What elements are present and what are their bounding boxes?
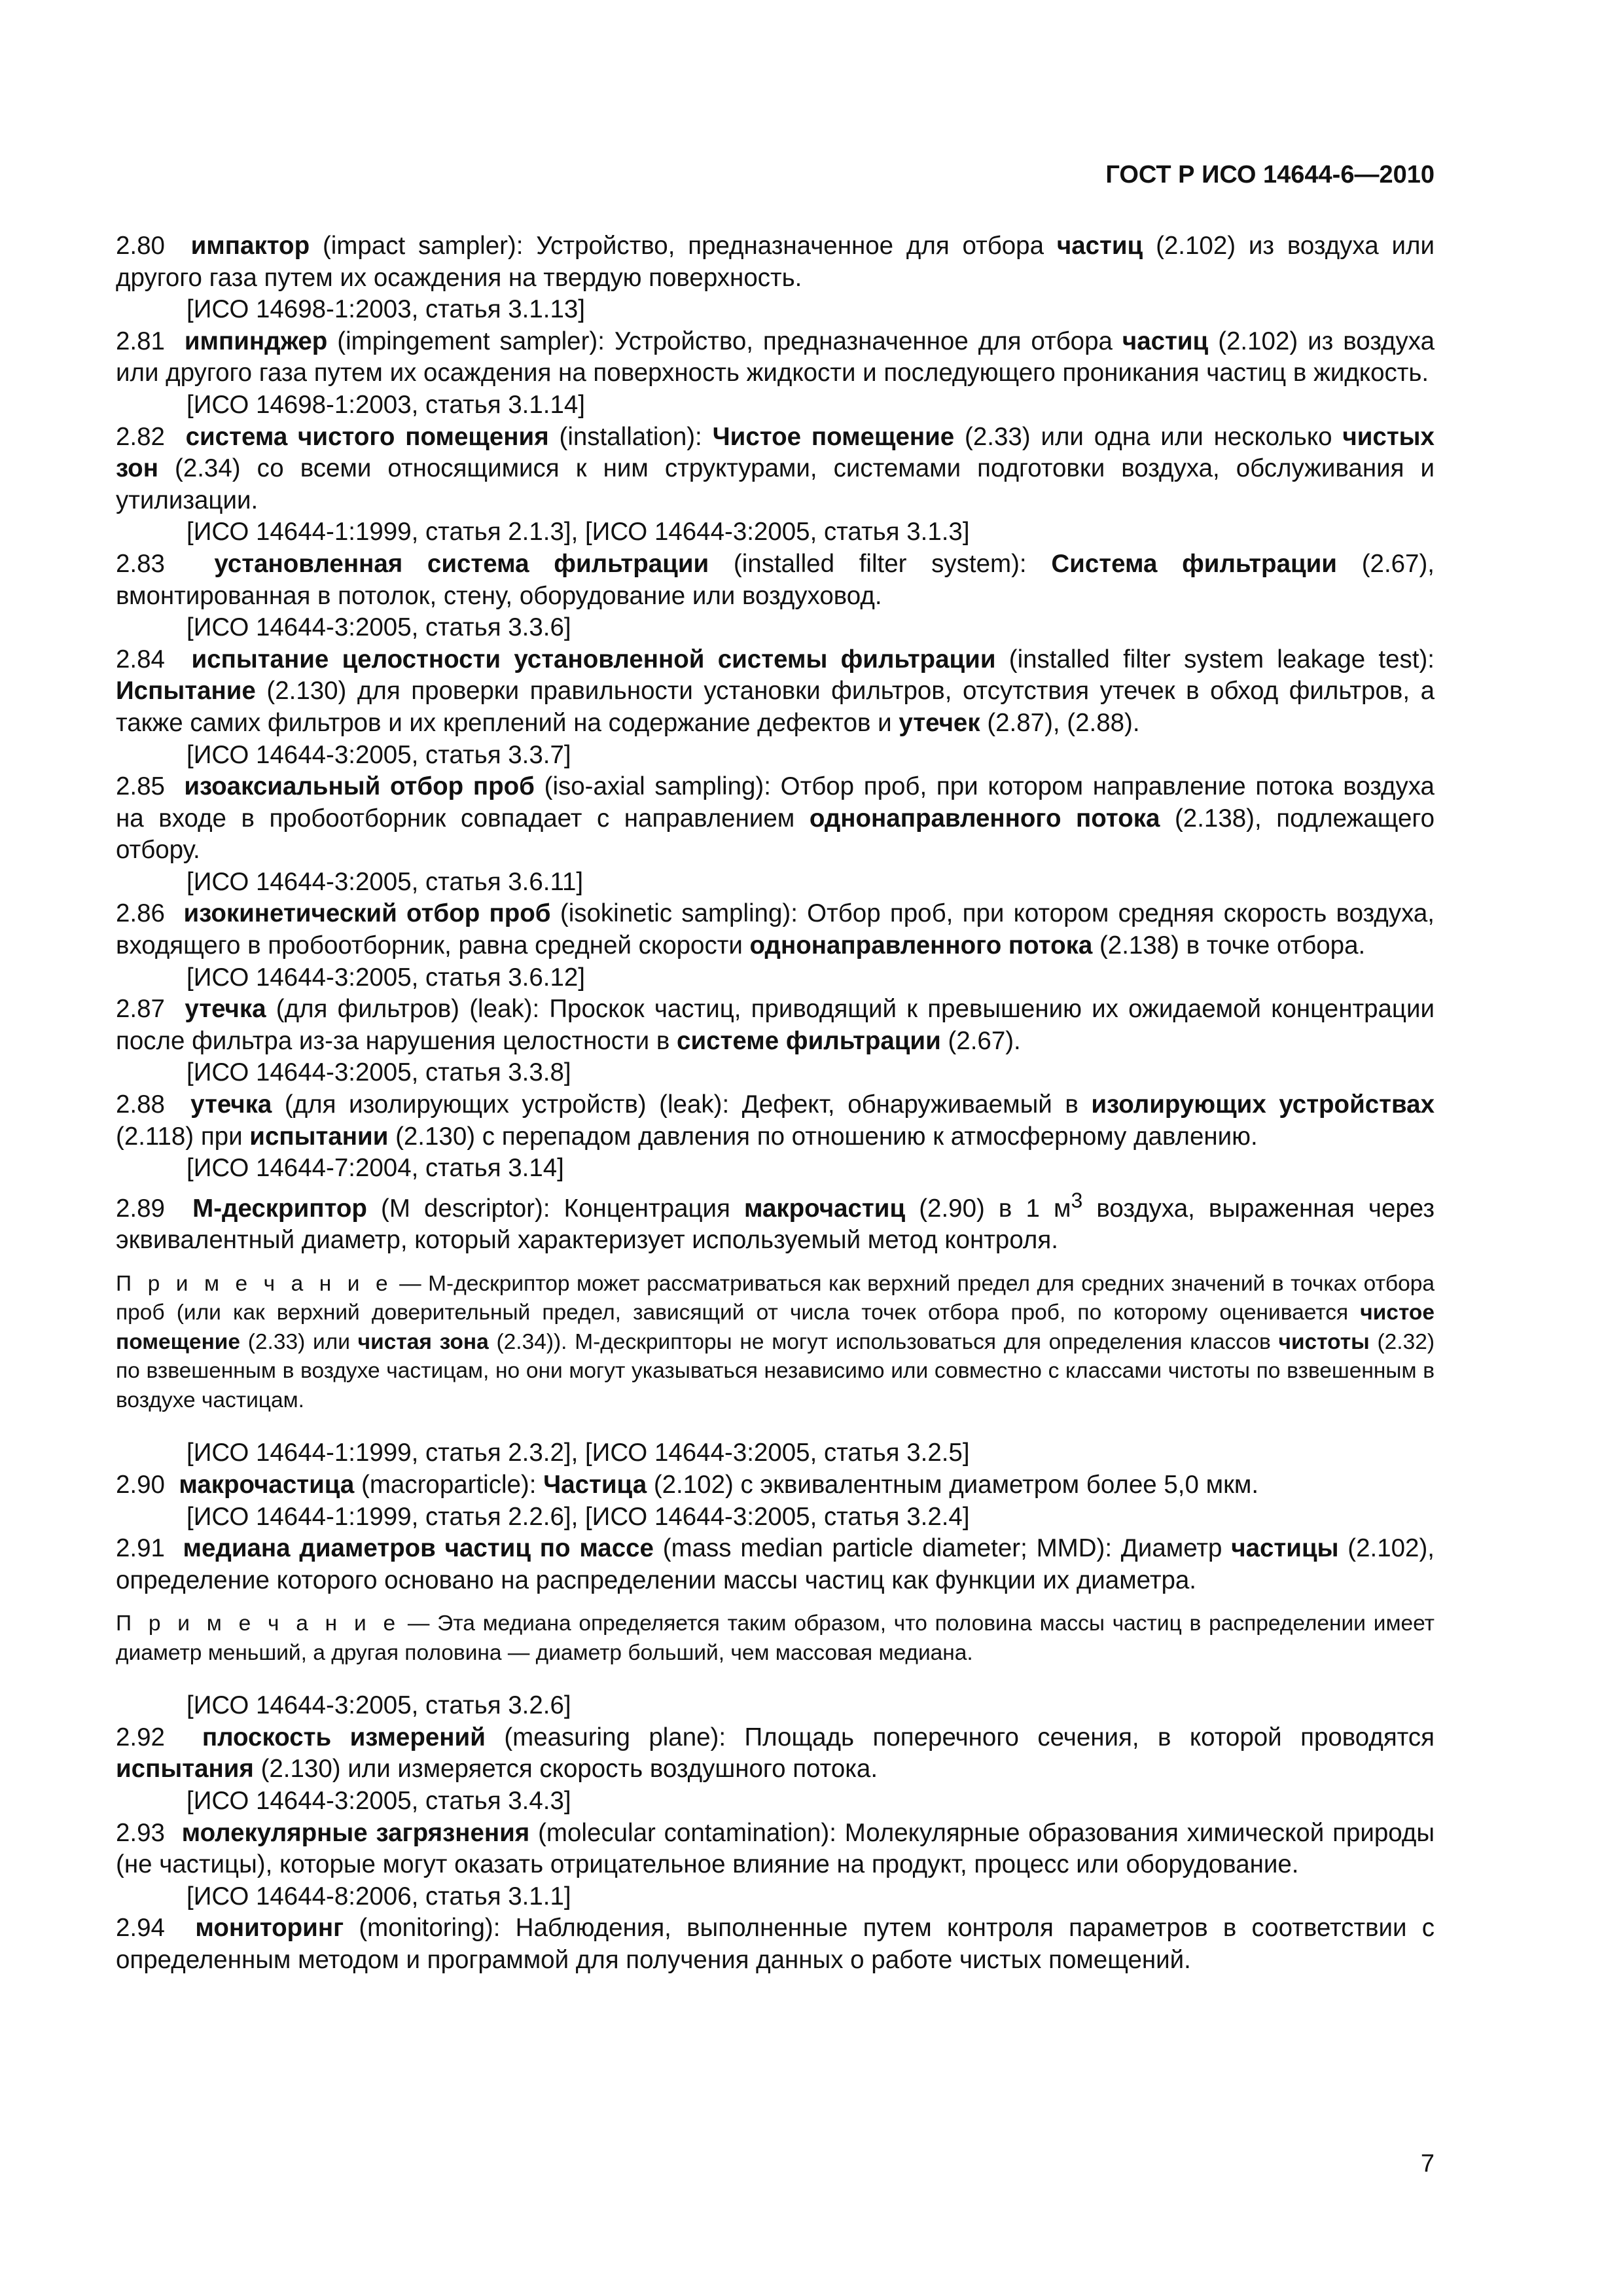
term: изокинетический отбор проб: [183, 899, 551, 928]
term: утечка: [190, 1090, 272, 1119]
term-ref: чистых зон: [116, 422, 1435, 483]
term-ref: чистоты: [1278, 1329, 1370, 1354]
definition-text: (installation):: [559, 422, 702, 451]
term-entry: [116, 771, 1435, 867]
document-body: [116, 230, 1435, 1977]
entry-number: 2.84: [116, 645, 165, 673]
term-ref: частицы: [1231, 1534, 1339, 1563]
definition-text: (для изолирующих устройств) (leak): Дефект, обнаруживаемый в: [284, 1090, 1079, 1119]
entry-number: 2.81: [116, 327, 165, 355]
definition-text: (2.138) в точке отбора.: [1099, 931, 1366, 960]
definition-text: (mass median particle diameter; MMD): Диаметр: [662, 1534, 1222, 1563]
term: плоскость измерений: [202, 1723, 486, 1751]
term: утечка: [185, 995, 266, 1024]
definition-text: (measuring plane): Площадь поперечного сечения, в которой проводятся: [504, 1723, 1435, 1751]
definition-text: (2.34) со всеми относящимися к ним структурами, системами подготовки воздуха, обслуживания и утилизации.: [116, 454, 1435, 514]
term-entry: [116, 1089, 1435, 1153]
source-reference: [ИСО 14644-3:2005, статья 3.6.12]: [187, 963, 585, 992]
term-ref: утечек: [899, 708, 980, 737]
definition-text: (impingement sampler): Устройство, предназначенное для отбора: [337, 327, 1113, 355]
term-ref: испытании: [249, 1122, 389, 1151]
term-entry: [116, 1912, 1435, 1976]
term-ref: Система фильтрации: [1051, 549, 1337, 578]
note-label: П р и м е ч а н и е: [116, 1271, 393, 1296]
term-ref: частиц: [1056, 232, 1143, 260]
term-ref: чистая зона: [357, 1329, 489, 1354]
definition-text: (iso-axial sampling): Отбор проб, при котором направление потока воздуха на входе в пробоотборник совпадает с направлением: [116, 772, 1435, 833]
source-reference: [ИСО 14644-3:2005, статья 3.3.7]: [187, 740, 571, 769]
definition-text: (для фильтров) (leak): Проскок частиц, приводящий к превышению их ожидаемой концентрации после фильтра из-за нарушения целостности в: [116, 995, 1435, 1055]
definition-text: (macroparticle):: [361, 1470, 537, 1499]
source-reference: [ИСО 14644-3:2005, статья 3.6.11]: [187, 867, 584, 896]
definition-text: (2.130) с перепадом давления по отношению к атмосферному давлению.: [395, 1122, 1258, 1151]
term-entry: [116, 1533, 1435, 1596]
term-ref: однонаправленного потока: [809, 804, 1160, 833]
definition-text: (2.102) из воздуха или другого газа путем их осаждения на поверхность жидкости и последующего проникания частиц в жидкость.: [116, 327, 1435, 387]
definition-text: (impact sampler): Устройство, предназначенное для отбора: [322, 232, 1044, 260]
definition-text: (molecular contamination): Молекулярные образования химической природы (не частицы), которые могут оказать отрицательное влияние на продукт, процесс или оборудование.: [116, 1818, 1435, 1879]
document-header: ГОСТ Р ИСО 14644-6—2010: [1105, 161, 1435, 188]
entry-number: 2.83: [116, 549, 165, 578]
definition-text: воздуха, выраженная через эквивалентный диаметр, который характеризует используемый метод контроля.: [116, 1194, 1435, 1255]
source-reference: [ИСО 14644-8:2006, статья 3.1.1]: [187, 1882, 571, 1910]
term-entry: [116, 326, 1435, 389]
entry-number: 2.90: [116, 1470, 165, 1499]
term: макрочастица: [179, 1470, 355, 1499]
entry-number: 2.88: [116, 1090, 165, 1119]
term-entry: [116, 898, 1435, 961]
term-entry: [116, 644, 1435, 740]
source-reference: [ИСО 14698-1:2003, статья 3.1.14]: [187, 390, 585, 419]
term: М-дескриптор: [192, 1194, 367, 1223]
source-reference: [ИСО 14698-1:2003, статья 3.1.13]: [187, 295, 585, 324]
term-ref: частиц: [1122, 327, 1209, 355]
source-reference: [ИСО 14644-3:2005, статья 3.3.8]: [187, 1058, 571, 1087]
term-ref: Испытание: [116, 677, 256, 706]
term-ref: испытания: [116, 1755, 254, 1784]
source-reference: [ИСО 14644-3:2005, статья 3.4.3]: [187, 1787, 571, 1816]
source-reference: [ИСО 14644-3:2005, статья 3.2.6]: [187, 1691, 571, 1720]
definition-text: (2.67).: [948, 1026, 1021, 1055]
note: [116, 1609, 1435, 1668]
term: медиана диаметров частиц по массе: [183, 1534, 654, 1563]
source-reference: [ИСО 14644-1:1999, статья 2.3.2], [ИСО 14644-3:2005, статья 3.2.5]: [187, 1439, 970, 1467]
entry-number: 2.93: [116, 1818, 165, 1847]
entry-number: 2.85: [116, 772, 165, 801]
superscript: 3: [1071, 1188, 1083, 1212]
entry-number: 2.82: [116, 422, 165, 451]
term: изоаксиальный отбор проб: [184, 772, 535, 801]
definition-text: (2.90) в 1 м: [919, 1194, 1071, 1223]
term-ref: системе фильтрации: [677, 1026, 941, 1055]
page-number: 7: [1420, 2150, 1435, 2178]
definition-text: (2.130) для проверки правильности установки фильтров, отсутствия утечек в обход фильтров, а также самих фильтров и их креплений на содержание дефектов и: [116, 677, 1435, 737]
term-entry: [116, 1818, 1435, 1881]
term-entry: [116, 994, 1435, 1057]
term-ref: макрочастиц: [744, 1194, 906, 1223]
term-entry: [116, 548, 1435, 612]
term: мониторинг: [195, 1914, 344, 1943]
term-ref: однонаправленного потока: [749, 931, 1093, 960]
entry-number: 2.80: [116, 232, 165, 260]
term-ref: изолирующих устройствах: [1091, 1090, 1435, 1119]
note-text: (2.34)). М-дескрипторы не могут использоваться для определения классов: [496, 1329, 1271, 1354]
term-ref: чистое помещение: [116, 1300, 1435, 1354]
term-ref: Частица: [543, 1470, 647, 1499]
term: молекулярные загрязнения: [181, 1818, 530, 1847]
note-text: (2.32) по взвешенным в воздухе частицам, но они могут указываться независимо или совместно с классами чистоты по взвешенным в воздухе частицам.: [116, 1329, 1435, 1412]
term: система чистого помещения: [185, 422, 549, 451]
note-text: — Эта медиана определяется таким образом, что половина массы частиц в распределении имеет диаметр меньший, а другая половина — диаметр больший, чем массовая медиана.: [116, 1611, 1435, 1665]
definition-text: (installed filter system leakage test):: [1008, 645, 1435, 673]
term-entry: [116, 422, 1435, 517]
source-reference: [ИСО 14644-7:2004, статья 3.14]: [187, 1154, 564, 1183]
entry-number: 2.86: [116, 899, 165, 928]
definition-text: (monitoring): Наблюдения, выполненные путем контроля параметров в соответствии с определенным методом и программой для получения данных о работе чистых помещений.: [116, 1914, 1435, 1975]
term-entry: [116, 230, 1435, 294]
definition-text: (M descriptor): Концентрация: [381, 1194, 730, 1223]
definition-text: (2.102) с эквивалентным диаметром более 5,0 мкм.: [653, 1470, 1259, 1499]
definition-text: (installed filter system):: [733, 549, 1027, 578]
definition-text: (2.102), определение которого основано на распределении массы частиц как функции их диаметра.: [116, 1534, 1435, 1594]
entry-number: 2.87: [116, 995, 165, 1024]
term: испытание целостности установленной системы фильтрации: [191, 645, 996, 673]
term-ref: Чистое помещение: [712, 422, 955, 451]
term-entry: [116, 1469, 1435, 1501]
definition-text: (isokinetic sampling): Отбор проб, при котором средняя скорость воздуха, входящего в пробоотборник, равна средней скорости: [116, 899, 1435, 960]
term-entry: [116, 1185, 1435, 1257]
entry-number: 2.91: [116, 1534, 165, 1563]
source-reference: [ИСО 14644-3:2005, статья 3.3.6]: [187, 613, 571, 642]
term: импактор: [190, 232, 310, 260]
term: установленная система фильтрации: [214, 549, 709, 578]
definition-text: (2.67), вмонтированная в потолок, стену, оборудование или воздуховод.: [116, 549, 1435, 610]
definition-text: (2.87), (2.88).: [987, 708, 1140, 737]
definition-text: (2.102) из воздуха или другого газа путем их осаждения на твердую поверхность.: [116, 232, 1435, 292]
entry-number: 2.94: [116, 1914, 165, 1943]
definition-text: (2.138), подлежащего отбору.: [116, 804, 1435, 865]
definition-text: (2.118) при: [116, 1122, 243, 1151]
term: импинджер: [184, 327, 328, 355]
source-reference: [ИСО 14644-1:1999, статья 2.2.6], [ИСО 14644-3:2005, статья 3.2.4]: [187, 1502, 970, 1531]
definition-text: (2.33) или одна или несколько: [965, 422, 1332, 451]
note-text: (2.33) или: [247, 1329, 350, 1354]
note-text: — М-дескриптор может рассматриваться как верхний предел для средних значений в точках отбора проб (или как верхний доверительный предел, зависящий от числа точек отбора проб, по которому оценивается: [116, 1271, 1435, 1325]
definition-text: (2.130) или измеряется скорость воздушного потока.: [260, 1755, 878, 1784]
entry-number: 2.89: [116, 1194, 165, 1223]
term-entry: [116, 1722, 1435, 1785]
note: [116, 1270, 1435, 1416]
source-reference: [ИСО 14644-1:1999, статья 2.1.3], [ИСО 14644-3:2005, статья 3.1.3]: [187, 518, 970, 547]
note-label: П р и м е ч а н и е: [116, 1611, 401, 1636]
entry-number: 2.92: [116, 1723, 165, 1751]
